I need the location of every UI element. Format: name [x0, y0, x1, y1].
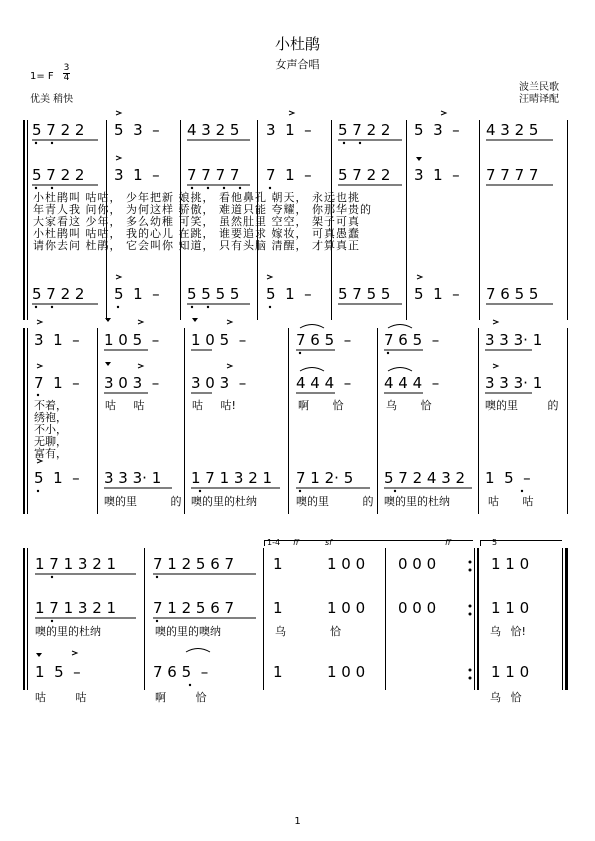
accent-mark [116, 156, 121, 160]
accent-mark [493, 364, 498, 368]
measure: 1 0 0 [327, 555, 366, 573]
volta-label-1: 1-4 [267, 538, 281, 547]
score-system-1 [0, 112, 595, 332]
measure: 5 7 2 4 3 2 [384, 469, 466, 487]
accent-mark [267, 275, 272, 279]
measure: 7 7 7 7 [187, 166, 240, 184]
lyric: 乌 恰 [386, 399, 432, 412]
dot-below [156, 620, 158, 622]
dot-below [189, 684, 191, 686]
accent-mark [72, 651, 77, 655]
dot-below [191, 187, 193, 189]
accent-mark [37, 364, 42, 368]
lyric: 富有， [34, 447, 67, 460]
measure: 1 [273, 555, 283, 573]
breath-mark [105, 318, 111, 322]
measure: 7 1 2· 5 [296, 469, 354, 487]
accent-mark [417, 275, 422, 279]
arranger-credit: 汪晴译配 [519, 94, 559, 105]
lyric: 不小， [34, 423, 67, 436]
measure: 1 7 1 3 2 1 [35, 599, 117, 617]
measure: 3 3 3· 1 [104, 469, 162, 487]
slur [300, 325, 324, 329]
measure: 3 3 3· 1 [485, 331, 543, 349]
time-signature-top: 3 [63, 63, 70, 73]
slur [186, 649, 210, 653]
lyric: 噢的里 的 [485, 399, 559, 412]
accent-mark [37, 320, 42, 324]
lyric: 咕 咕! [192, 399, 236, 412]
measure: 0 0 0 [398, 599, 437, 617]
repeat-dot [469, 669, 472, 672]
dot-below [35, 142, 37, 144]
measure: 3 0 3 – [104, 374, 160, 392]
lyric: 啊 恰 [155, 691, 207, 704]
song-title: 小杜鹃 [274, 35, 320, 53]
accent-mark [116, 275, 121, 279]
lyric: 啊 恰 [298, 399, 344, 412]
repeat-dot [469, 569, 472, 572]
measure: 5 5 5 5 [187, 285, 240, 303]
slur [388, 325, 412, 329]
notation-marks [0, 320, 595, 520]
measure: 3 1 – [266, 121, 312, 139]
measure: 5 7 2 2 [338, 121, 391, 139]
notation-marks [0, 112, 595, 332]
accent-mark [227, 320, 232, 324]
measure: 5 7 5 5 [338, 285, 391, 303]
measure: 1 0 0 [327, 599, 366, 617]
lyric: 乌 恰! [490, 625, 526, 638]
measure: 1 5 – [35, 663, 81, 681]
dot-below [117, 306, 119, 308]
measure: 7 1 2 5 6 7 [153, 599, 235, 617]
accent-mark [493, 320, 498, 324]
accent-mark [116, 111, 121, 115]
measure: 5 7 2 2 [32, 166, 85, 184]
accent-mark [441, 111, 446, 115]
measure: 1 0 0 [327, 663, 366, 681]
measure: 3 1 – [414, 166, 460, 184]
measure: 4 4 4 – [296, 374, 352, 392]
measure: 3 1 – [114, 166, 160, 184]
measure: 7 6 5 – [153, 663, 209, 681]
measure: 5 7 2 2 [32, 121, 85, 139]
page-number: 1 [294, 816, 301, 827]
measure: 7 1 – [266, 166, 312, 184]
measure: 5 3 – [114, 121, 160, 139]
lyric: 噢的里 的 [104, 495, 182, 508]
volta-label-2: 5 [492, 538, 498, 547]
measure: 5 1 – [114, 285, 160, 303]
dot-below [37, 394, 39, 396]
breath-mark [36, 653, 42, 657]
dot-below [239, 187, 241, 189]
dot-below [269, 306, 271, 308]
measure: 5 1 – [34, 469, 80, 487]
measure: 1 [273, 663, 283, 681]
time-signature-bottom: 4 [63, 73, 70, 83]
song-subtitle: 女声合唱 [275, 58, 320, 71]
breath-mark [416, 157, 422, 161]
measure: 1 1 0 [491, 663, 530, 681]
repeat-dot [469, 613, 472, 616]
measure: 7 6 5 5 [486, 285, 539, 303]
lyric-verse-5: 请你去问 杜鹃， 它会叫你 知道， 只有头脑 清醒， 才算真正 [33, 239, 360, 252]
dot-below [207, 187, 209, 189]
measure: 1 [273, 599, 283, 617]
measure: 5 3 – [414, 121, 460, 139]
dot-below [387, 352, 389, 354]
accent-mark [37, 459, 42, 463]
measure: 1 5 – [485, 469, 531, 487]
dot-below [51, 187, 53, 189]
dot-below [51, 306, 53, 308]
dot-below [269, 187, 271, 189]
lyric: 乌 [275, 625, 286, 638]
accent-mark [138, 320, 143, 324]
lyric: 咕 咕 [488, 495, 534, 508]
measure: 5 1 – [266, 285, 312, 303]
measure: 1 1 0 [491, 599, 530, 617]
dot-below [51, 142, 53, 144]
measure: 3 0 3 – [191, 374, 247, 392]
lyric: 噢的里 的 [296, 495, 374, 508]
measure: 7 6 5 – [384, 331, 440, 349]
key-signature: 1= F [30, 71, 54, 82]
dot-below [299, 352, 301, 354]
origin-credit: 波兰民歌 [519, 82, 559, 93]
measure: 4 3 2 5 [187, 121, 240, 139]
measure: 5 7 2 2 [32, 285, 85, 303]
measure: 3 1 – [34, 331, 80, 349]
dot-below [191, 306, 193, 308]
lyric: 无聊， [34, 435, 67, 448]
measure: 7 1 – [34, 374, 80, 392]
measure: 1 0 5 – [104, 331, 160, 349]
repeat-dot [469, 677, 472, 680]
measure: 4 4 4 – [384, 374, 440, 392]
dot-below [51, 576, 53, 578]
lyric: 恰 [330, 625, 341, 638]
slur [388, 368, 412, 372]
dynamic-marking: ff [293, 538, 299, 547]
score-system-3 [0, 540, 595, 710]
measure: 1 7 1 3 2 1 [35, 555, 117, 573]
breath-mark [192, 318, 198, 322]
measure: 1 0 5 – [191, 331, 247, 349]
dot-below [37, 490, 39, 492]
measure: 0 0 0 [398, 555, 437, 573]
repeat-dot [469, 561, 472, 564]
measure: 4 3 2 5 [486, 121, 539, 139]
dot-below [394, 490, 396, 492]
lyric-verse-2: 年青人我 问你， 为何这样 骄傲， 难道只能 夸耀， 你那华贵的 [33, 203, 372, 216]
lyric-verse-3: 大家看这 少年， 多么幼稚 可笑， 虽然肚里 空空， 架子可真 [33, 215, 360, 228]
dot-below [521, 490, 523, 492]
measure: 5 1 – [414, 285, 460, 303]
measure: 7 1 2 5 6 7 [153, 555, 235, 573]
time-signature [63, 64, 70, 83]
lyric: 噢的里的杜纳 [191, 495, 257, 508]
dot-below [156, 576, 158, 578]
breath-mark [105, 362, 111, 366]
lyric: 噢的里的杜纳 [384, 495, 450, 508]
score-system-2 [0, 320, 595, 520]
lyric-verse-1: 小杜鹃叫 咕咕， 少年把新 娘挑， 看他鼻孔 朝天， 永远也挑 [33, 191, 360, 204]
measure: 7 7 7 7 [486, 166, 539, 184]
dot-below [35, 187, 37, 189]
accent-mark [289, 111, 294, 115]
accent-mark [227, 364, 232, 368]
lyric: 噢的里的杜纳 [35, 625, 101, 638]
measure: 5 7 2 2 [338, 166, 391, 184]
dot-below [199, 490, 201, 492]
dot-below [359, 142, 361, 144]
slur [300, 368, 324, 372]
measure: 1 1 0 [491, 555, 530, 573]
accent-mark [138, 364, 143, 368]
measure: 7 6 5 – [296, 331, 352, 349]
dynamic-marking: ff [445, 538, 451, 547]
lyric-verse-4: 小杜鹃叫 咕咕， 我的心儿 在跳， 谁要追求 嫁妆， 可真愚蠢 [33, 227, 360, 240]
notation-marks [0, 540, 595, 710]
lyric: 不着， [34, 399, 67, 412]
repeat-dot [469, 605, 472, 608]
lyric: 咕 咕 [35, 691, 87, 704]
dot-below [35, 306, 37, 308]
dynamic-marking: sf [325, 538, 332, 547]
tempo-marking: 优美 稍快 [30, 94, 74, 105]
dot-below [343, 142, 345, 144]
lyric: 乌 恰 [490, 691, 522, 704]
dot-below [223, 187, 225, 189]
dot-below [51, 620, 53, 622]
lyric: 咕 咕 [105, 399, 145, 412]
measure: 3 3 3· 1 [485, 374, 543, 392]
measure: 1 7 1 3 2 1 [191, 469, 273, 487]
dot-below [207, 306, 209, 308]
lyric: 噢的里的噢纳 [155, 625, 221, 638]
lyric: 绣袍， [34, 411, 67, 424]
dot-below [299, 490, 301, 492]
